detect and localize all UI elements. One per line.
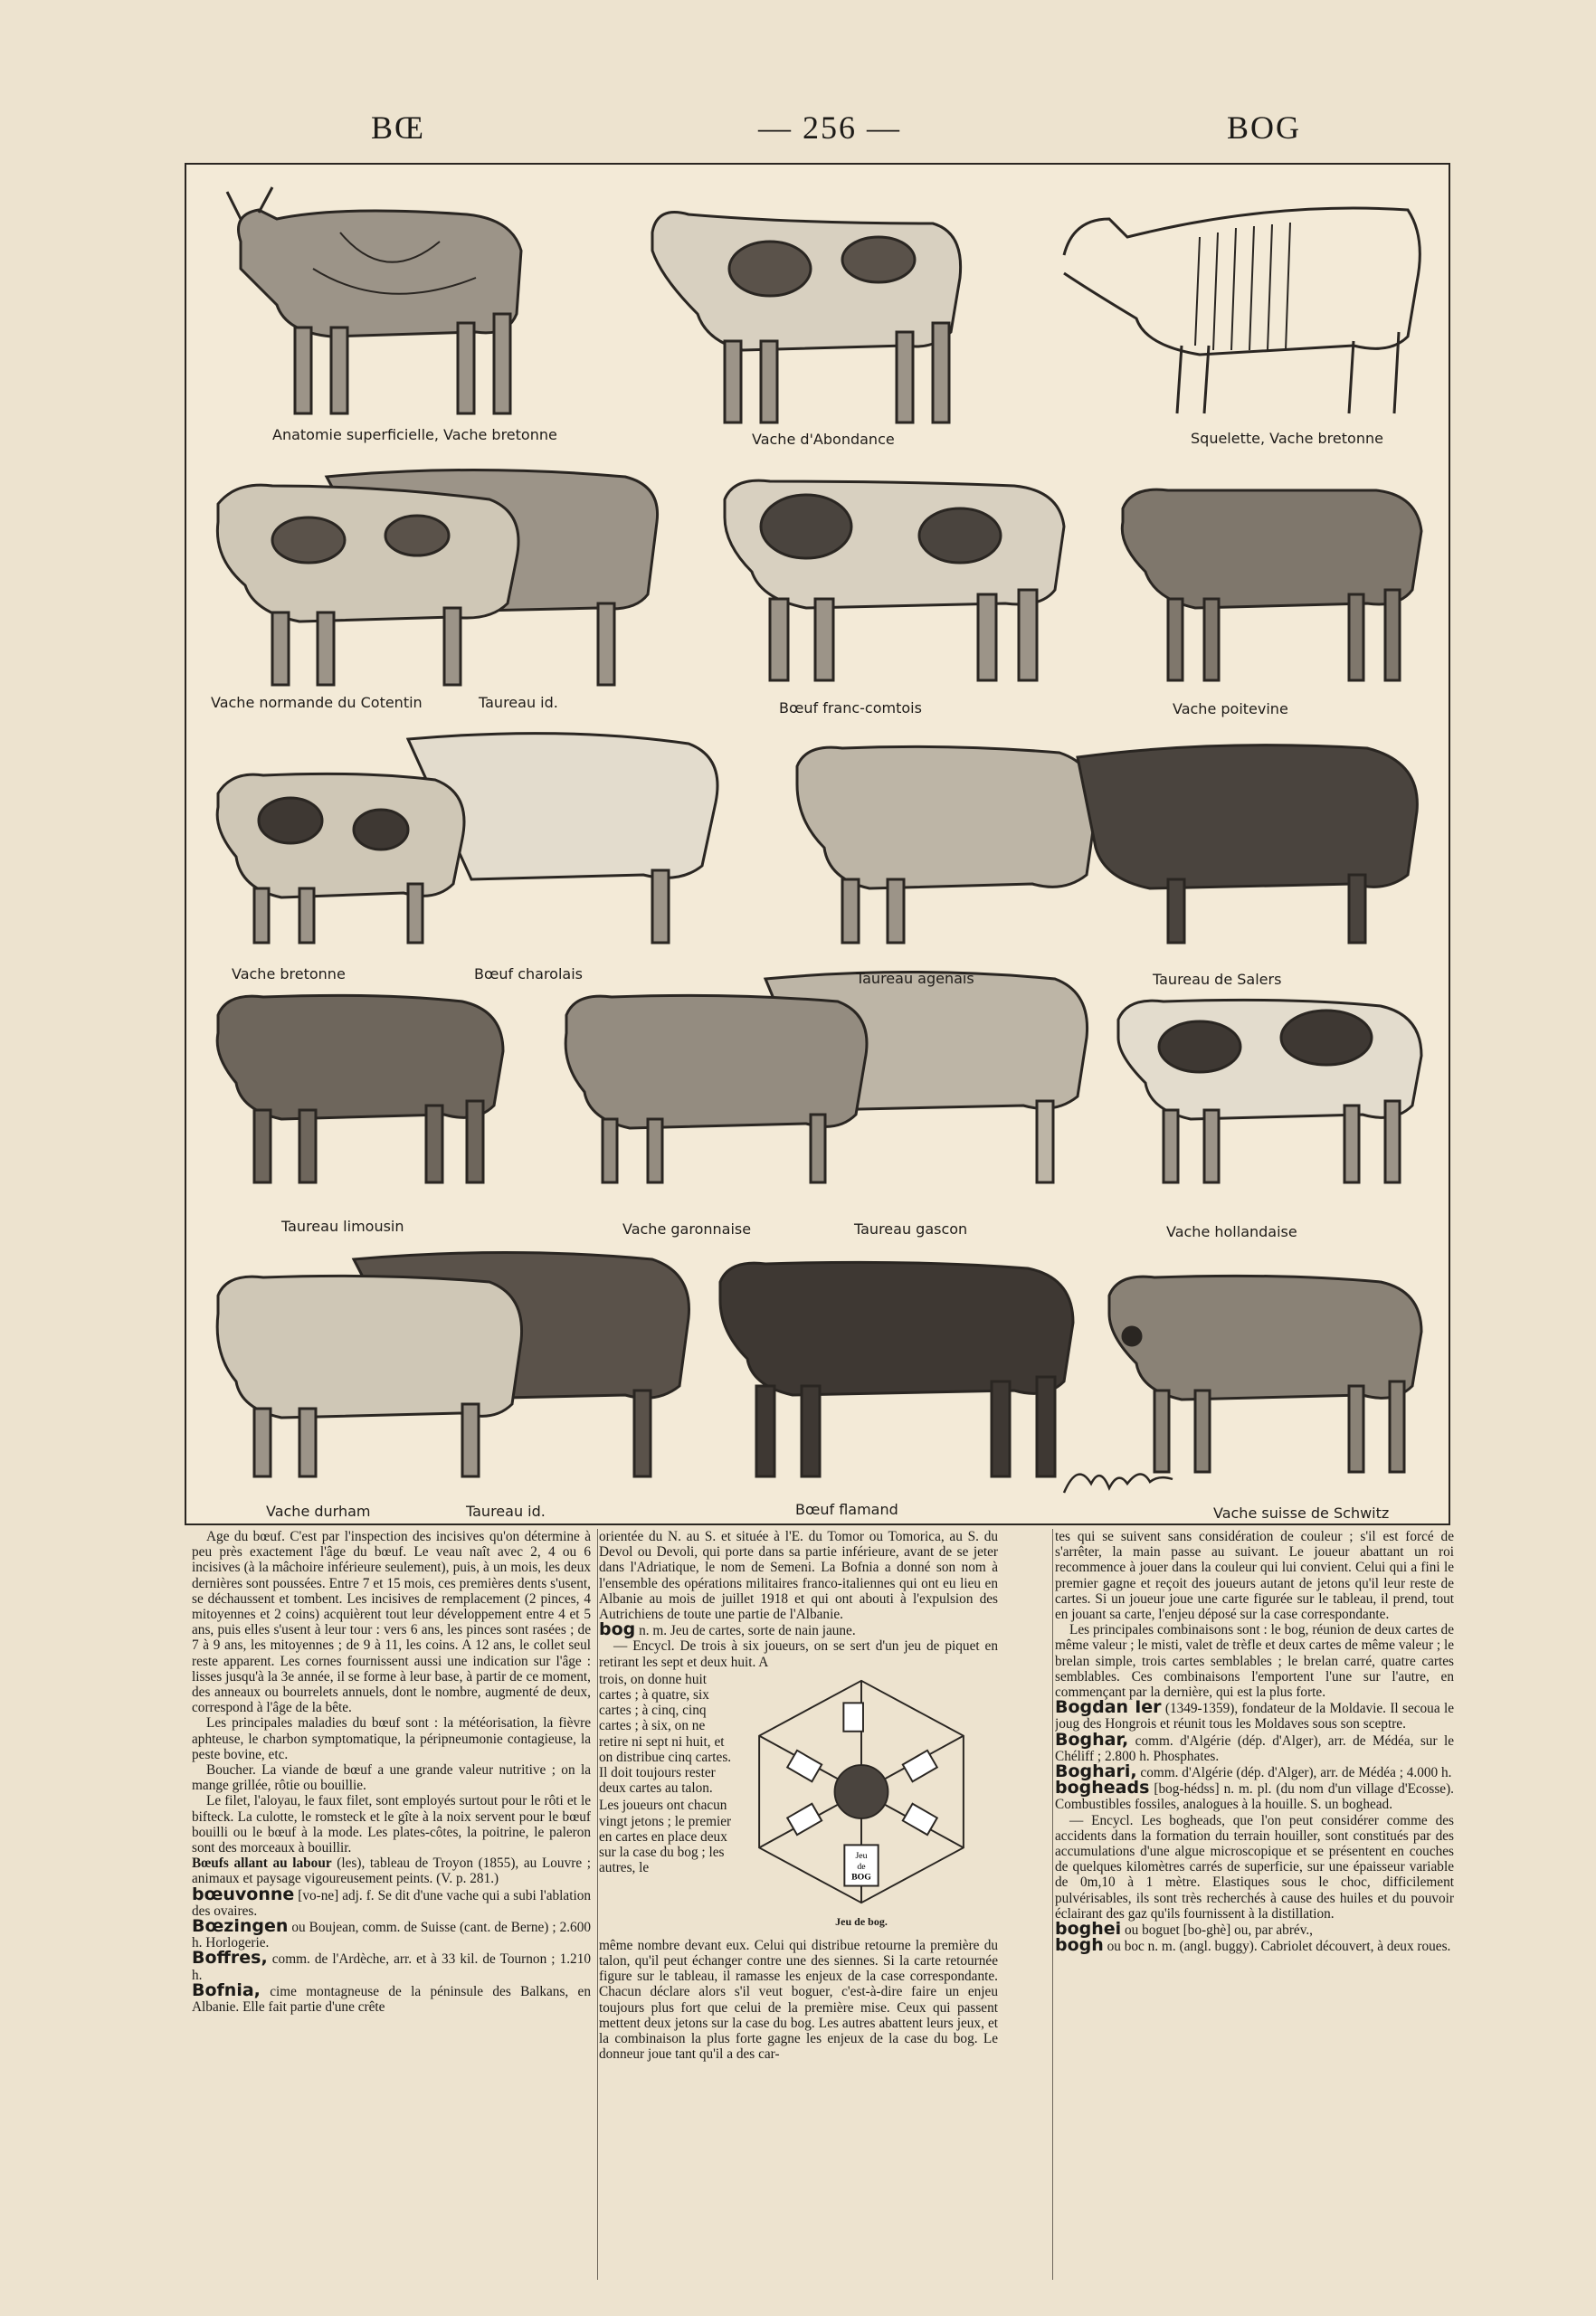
wrapped-text <box>599 1672 735 1876</box>
paragraph: Le filet, l'aloyau, le faux filet, sont employés surtout pour le rôti et le bifteck. La culotte, le romsteck et le gîte à la noix servent pour le bœuf bouilli ou le bœuf à la mode. Les plates-côtes, la poitrine, le paleron sont des morceaux à bouillir. <box>192 1793 591 1856</box>
caption-gascon: Taureau gascon <box>854 1220 968 1238</box>
vache-abondance-illustration <box>634 196 983 432</box>
vache-durham-illustration <box>200 1241 711 1481</box>
headword: Bœzingen <box>192 1916 289 1937</box>
headword: bogh <box>1055 1935 1104 1956</box>
bog-cell-label-3: BOG <box>851 1872 871 1883</box>
taureau-limousin-illustration <box>200 979 517 1187</box>
caption-limousin: Taureau limousin <box>281 1218 404 1235</box>
caption-abondance: Vache d'Abondance <box>752 431 895 448</box>
paragraph: même nombre devant eux. Celui qui distribue retourne la première du talon, qu'il peut échanger contre une des siennes. Si la carte retournée figure sur le tableau, il ramasse les enjeux de la case correspondante. Chacun déclare alors s'il veut boguer, c'est-à-dire faire un enjeu toujours plus fort que celui de la première mise. Ceux qui passent mettent deux jetons sur la case du bog. Les autres abattent leurs jeux, et la combinaison la plus forte gagne les enjeux de la case du bog. Le donneur joue tant qu'il a des car- <box>599 1937 998 2063</box>
paragraph: tes qui se suivent sans considération de couleur ; s'il est forcé de s'arrêter, la main passe au suivant. Le joueur abattant un roi recommence à jouer dans la couleur qui lui convient. Celui qui a fini le premier gagne et reçoit des joueurs autant de jetons qu'il leur reste de cartes. Si un joueur joue une carte figurée sur le tableau, il prend, tout en jouant sa carte, l'enjeu déposé sur la case correspondante. <box>1055 1529 1454 1623</box>
vache-schwitz-illustration <box>1091 1250 1435 1476</box>
text-column-2 <box>599 1529 998 2298</box>
engraver-signature <box>1059 1457 1177 1502</box>
cattle-plate <box>185 163 1450 1525</box>
entry-bogdan: Bogdan Ier (1349-1359), fondateur de la Moldavie. Il secoua le joug des Hongrois et réunit tous les Moldaves sous son sceptre. <box>1055 1697 1454 1732</box>
caption-franc-comtois: Bœuf franc-comtois <box>779 699 922 717</box>
vache-hollandaise-illustration <box>1100 983 1435 1187</box>
entry-bogheads: bogheads [bog-hédss] n. m. pl. (du nom d'un village d'Ecosse). Combustibles fossiles, analogues à la houille. S. un boghead. <box>1055 1778 1454 1813</box>
entry-boeuvonne: bœuvonne [vo-ne] adj. f. Se dit d'une vache qui a subi l'ablation des ovaires. <box>192 1884 591 1919</box>
page-number: — 256 — <box>758 109 901 146</box>
caption-taureau-normand: Taureau id. <box>479 694 558 711</box>
paragraph: Les joueurs ont chacun vingt jetons ; le premier en cartes en place deux sur la case du bog ; les autres, le <box>599 1798 732 1876</box>
bog-game-figure-block <box>599 1672 998 1934</box>
caption-garonnaise: Vache garonnaise <box>622 1220 752 1238</box>
column-divider <box>1052 1529 1053 2280</box>
caption-taureau-durham: Taureau id. <box>466 1503 546 1520</box>
text-column-1 <box>192 1529 591 2298</box>
skeleton-illustration <box>1046 183 1435 427</box>
entry-boeufs-labour: Bœufs allant au labour (les), tableau de Troyon (1855), au Louvre ; animaux et paysage vigoureusement peints. (V. p. 281.) <box>192 1856 591 1887</box>
caption-durham: Vache durham <box>266 1503 371 1520</box>
entry-bogh: bogh ou boc n. m. (angl. buggy). Cabriolet découvert, à deux roues. <box>1055 1935 1451 1956</box>
boeuf-flamand-illustration <box>702 1246 1100 1481</box>
column-divider <box>597 1529 598 2280</box>
caption-flamand: Bœuf flamand <box>795 1501 898 1518</box>
garonnaise-gascon-illustration <box>548 961 1100 1187</box>
entry-boezingen: Bœzingen ou Boujean, comm. de Suisse (cant. de Berne) ; 2.600 h. Horlogerie. <box>192 1916 591 1951</box>
bog-board-illustration <box>739 1672 983 1934</box>
headword: Boghar, <box>1055 1729 1129 1750</box>
headword: bogheads <box>1055 1778 1150 1799</box>
caption-squelette: Squelette, Vache bretonne <box>1191 430 1383 447</box>
bog-figure-caption: Jeu de bog. <box>835 1914 888 1928</box>
caption-salers: Taureau de Salers <box>1153 971 1282 988</box>
cow-anatomy-illustration <box>204 178 539 427</box>
caption-hollandaise: Vache hollandaise <box>1166 1223 1297 1240</box>
paragraph: orientée du N. au S. et située à l'E. du Tomor ou Tomorica, au S. du Devol ou Devoli, qui porte dans sa partie inférieure, avant de se jeter dans l'Adriatique, le nom de Semeni. La Bofnia a donné son nom à l'ensemble des opérations militaires franco-italiennes qui ont eu lieu en Albanie au mois de juillet 1918 et qui ont abouti à l'expulsion des Autrichiens de toute une partie de l'Albanie. <box>599 1529 998 1623</box>
headword: Bofnia, <box>192 1979 261 2000</box>
vache-bretonne-charolais-illustration <box>200 721 734 947</box>
entry-boghar: Boghar, comm. d'Algérie (dép. d'Alger), arr. de Médéa, sur le Chéliff ; 2.800 h. Phosphates. <box>1055 1729 1454 1764</box>
entry-boffres: Boffres, comm. de l'Ardèche, arr. et à 33 kil. de Tournon ; 1.210 h. <box>192 1948 591 1983</box>
vache-normande-illustration <box>200 459 675 694</box>
headword: Bogdan Ier <box>1055 1697 1162 1718</box>
entry-bog: bog n. m. Jeu de cartes, sorte de nain jaune. <box>599 1619 856 1640</box>
paragraph: Age du bœuf. C'est par l'inspection des incisives qu'on détermine à peu près exactement l'âge du bœuf. Le veau naît avec 2, 4 ou 6 incisives (à la mâchoire inférieure seulement), puis, à un mois, les deux dernières sont poussées. Entre 7 et 15 mois, ces premières dents s'usent, se déchaussent et tombent. Les incisives de remplacement (2 pinces, 4 mitoyennes et 2 coins) acquièrent tout leur développement entre 4 et 5 ans, puis elles s'usent à leur tour : vers 6 ans, les pinces sont rasées ; de 7 à 9 ans, les mitoyennes ; de 9 à 11, les coins. A 12 ans, le collet seul reste apparent. Les cornes fournissent aussi une indication sur l'âge : lisses jusqu'à la 3e année, il se forme à leur base, à partir de ce moment, des anneaux ou bourrelets annuels, dont le nombre, augmenté de deux, correspond à l'âge de la bête. <box>192 1529 591 1716</box>
taureau-agenais-salers-illustration <box>788 721 1435 947</box>
paragraph: Les principales maladies du bœuf sont : la météorisation, la fièvre aphteuse, le charbon symptomatique, la péripneumonie contagieuse, la peste bovine, etc. <box>192 1715 591 1762</box>
caption-anatomie: Anatomie superficielle, Vache bretonne <box>272 426 557 443</box>
running-head-right: BOG <box>1227 109 1302 146</box>
headword: Bœufs allant au labour <box>192 1856 332 1872</box>
vache-poitevine-illustration <box>1105 463 1435 689</box>
headword: bog <box>599 1619 636 1640</box>
bog-cell-label-1: Jeu <box>855 1850 868 1861</box>
paragraph: Boucher. La viande de bœuf a une grande valeur nutritive ; on la mange grillée, rôtie ou bouillie. <box>192 1762 591 1794</box>
headword: bœuvonne <box>192 1884 295 1904</box>
caption-charolais: Bœuf charolais <box>474 965 583 982</box>
caption-schwitz: Vache suisse de Schwitz <box>1213 1504 1390 1522</box>
paragraph: — Encycl. De trois à six joueurs, on se sert d'un jeu de piquet en retirant les sept et deux huit. A <box>599 1638 998 1670</box>
paragraph: — Encycl. Les bogheads, que l'on peut considérer comme des accidents dans la formation du terrain houiller, sont constitués par des accumulations d'une algue microscopique et se présentent en couches de quelques kilomètres carrés de superficie, sur une épaisseur variable de 0m,10 à 1 mètre. Elastiques sous le choc, difficilement pulvérisables, ils sont très recherchés à cause des huiles et du pouvoir éclairant des gaz qu'ils fournissent à la distillation. <box>1055 1812 1454 1922</box>
caption-bretonne: Vache bretonne <box>232 965 346 982</box>
caption-poitevine: Vache poitevine <box>1173 700 1288 717</box>
entry-boghari: Boghari, comm. d'Algérie (dép. d'Alger), arr. de Médéa ; 4.000 h. <box>1055 1761 1452 1782</box>
entry-bofnia: Bofnia, cime montagneuse de la péninsule des Balkans, en Albanie. Elle fait partie d'une crête <box>192 1979 591 2016</box>
bog-cell-label-2: de <box>857 1861 866 1872</box>
caption-agenais: Taureau agenais <box>856 970 974 987</box>
caption-normande: Vache normande du Cotentin <box>211 694 423 711</box>
text-column-3 <box>1055 1529 1454 2298</box>
headword: Boghari, <box>1055 1761 1137 1782</box>
boeuf-franc-comtois-illustration <box>707 463 1087 689</box>
entry-boghei: boghei ou boguet [bo-ghè] ou, par abrév., <box>1055 1919 1314 1940</box>
headword: boghei <box>1055 1919 1122 1940</box>
headword: Boffres, <box>192 1948 268 1969</box>
paragraph: Les principales combinaisons sont : le bog, réunion de deux cartes de même valeur ; le misti, valet de trèfle et deux cartes de même valeur ; le brelan simple, trois cartes semblables ; le brelan carré, quatre cartes semblables. Ces combinaisons l'emportent l'une sur l'autre, en commençant par la dernière, qui est la plus forte. <box>1055 1622 1454 1701</box>
paragraph: trois, on donne huit cartes ; à quatre, six cartes ; à cinq, cinq cartes ; à six, on ne retire ni sept ni huit, et on distribue cinq cartes. Il doit toujours rester deux cartes au talon. <box>599 1671 732 1797</box>
running-head-left: BŒ <box>371 109 426 146</box>
